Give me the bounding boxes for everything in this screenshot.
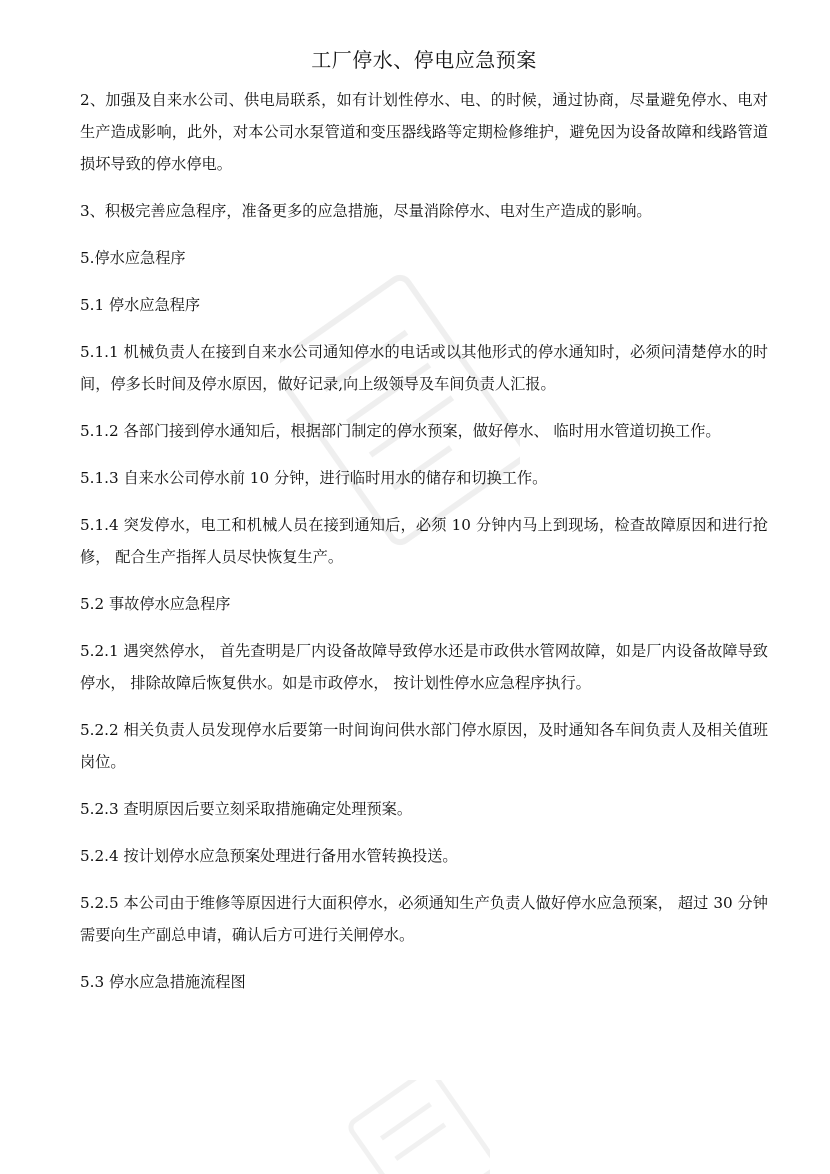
paragraph-5-2-1: 5.2.1 遇突然停水， 首先查明是厂内设备故障导致停水还是市政供水管网故障，如是厂内设备故障导致停水， 排除故障后恢复供水。如是市政停水， 按计划性停水应急程序执行。 — [80, 642, 768, 692]
paragraph-2: 2、加强及自来水公司、供电局联系，如有计划性停水、电、的时候，通过协商，尽量避免停水、电对生产造成影响，此外，对本公司水泵管道和变压器线路等定期检修维护，避免因为设备故障和线路管道损坏导致的停水停电。 — [80, 91, 768, 173]
page-title: 工厂停水、停电应急预案 — [311, 48, 537, 72]
section-5-1-heading: 5.1 停水应急程序 — [80, 296, 201, 314]
section-5-3-heading: 5.3 停水应急措施流程图 — [80, 973, 246, 991]
paragraph-5-2-3: 5.2.3 查明原因后要立刻采取措施确定处理预案。 — [80, 800, 413, 818]
watermark-icon-bottom — [330, 1080, 490, 1174]
paragraph-5-2-5: 5.2.5 本公司由于维修等原因进行大面积停水，必须通知生产负责人做好停水应急预案， 超过 30 分钟需要向生产副总申请，确认后方可进行关闸停水。 — [80, 894, 768, 944]
paragraph-5-1-4: 5.1.4 突发停水，电工和机械人员在接到通知后，必须 10 分钟内马上到现场，检查故障原因和进行抢修， 配合生产指挥人员尽快恢复生产。 — [80, 516, 768, 566]
section-5-2-heading: 5.2 事故停水应急程序 — [80, 595, 231, 613]
section-5-heading: 5.停水应急程序 — [80, 249, 186, 267]
paragraph-5-2-2: 5.2.2 相关负责人员发现停水后要第一时间询问供水部门停水原因，及时通知各车间负责人及相关值班岗位。 — [80, 721, 768, 771]
paragraph-5-1-1: 5.1.1 机械负责人在接到自来水公司通知停水的电话或以其他形式的停水通知时，必须问清楚停水的时间，停多长时间及停水原因，做好记录,向上级领导及车间负责人汇报。 — [80, 343, 768, 393]
paragraph-5-1-3: 5.1.3 自来水公司停水前 10 分钟，进行临时用水的储存和切换工作。 — [80, 469, 548, 487]
paragraph-3: 3、积极完善应急程序，准备更多的应急措施，尽量消除停水、电对生产造成的影响。 — [80, 202, 652, 220]
paragraph-5-2-4: 5.2.4 按计划停水应急预案处理进行备用水管转换投送。 — [80, 847, 458, 865]
paragraph-5-1-2: 5.1.2 各部门接到停水通知后，根据部门制定的停水预案，做好停水、 临时用水管道切换工作。 — [80, 422, 721, 440]
